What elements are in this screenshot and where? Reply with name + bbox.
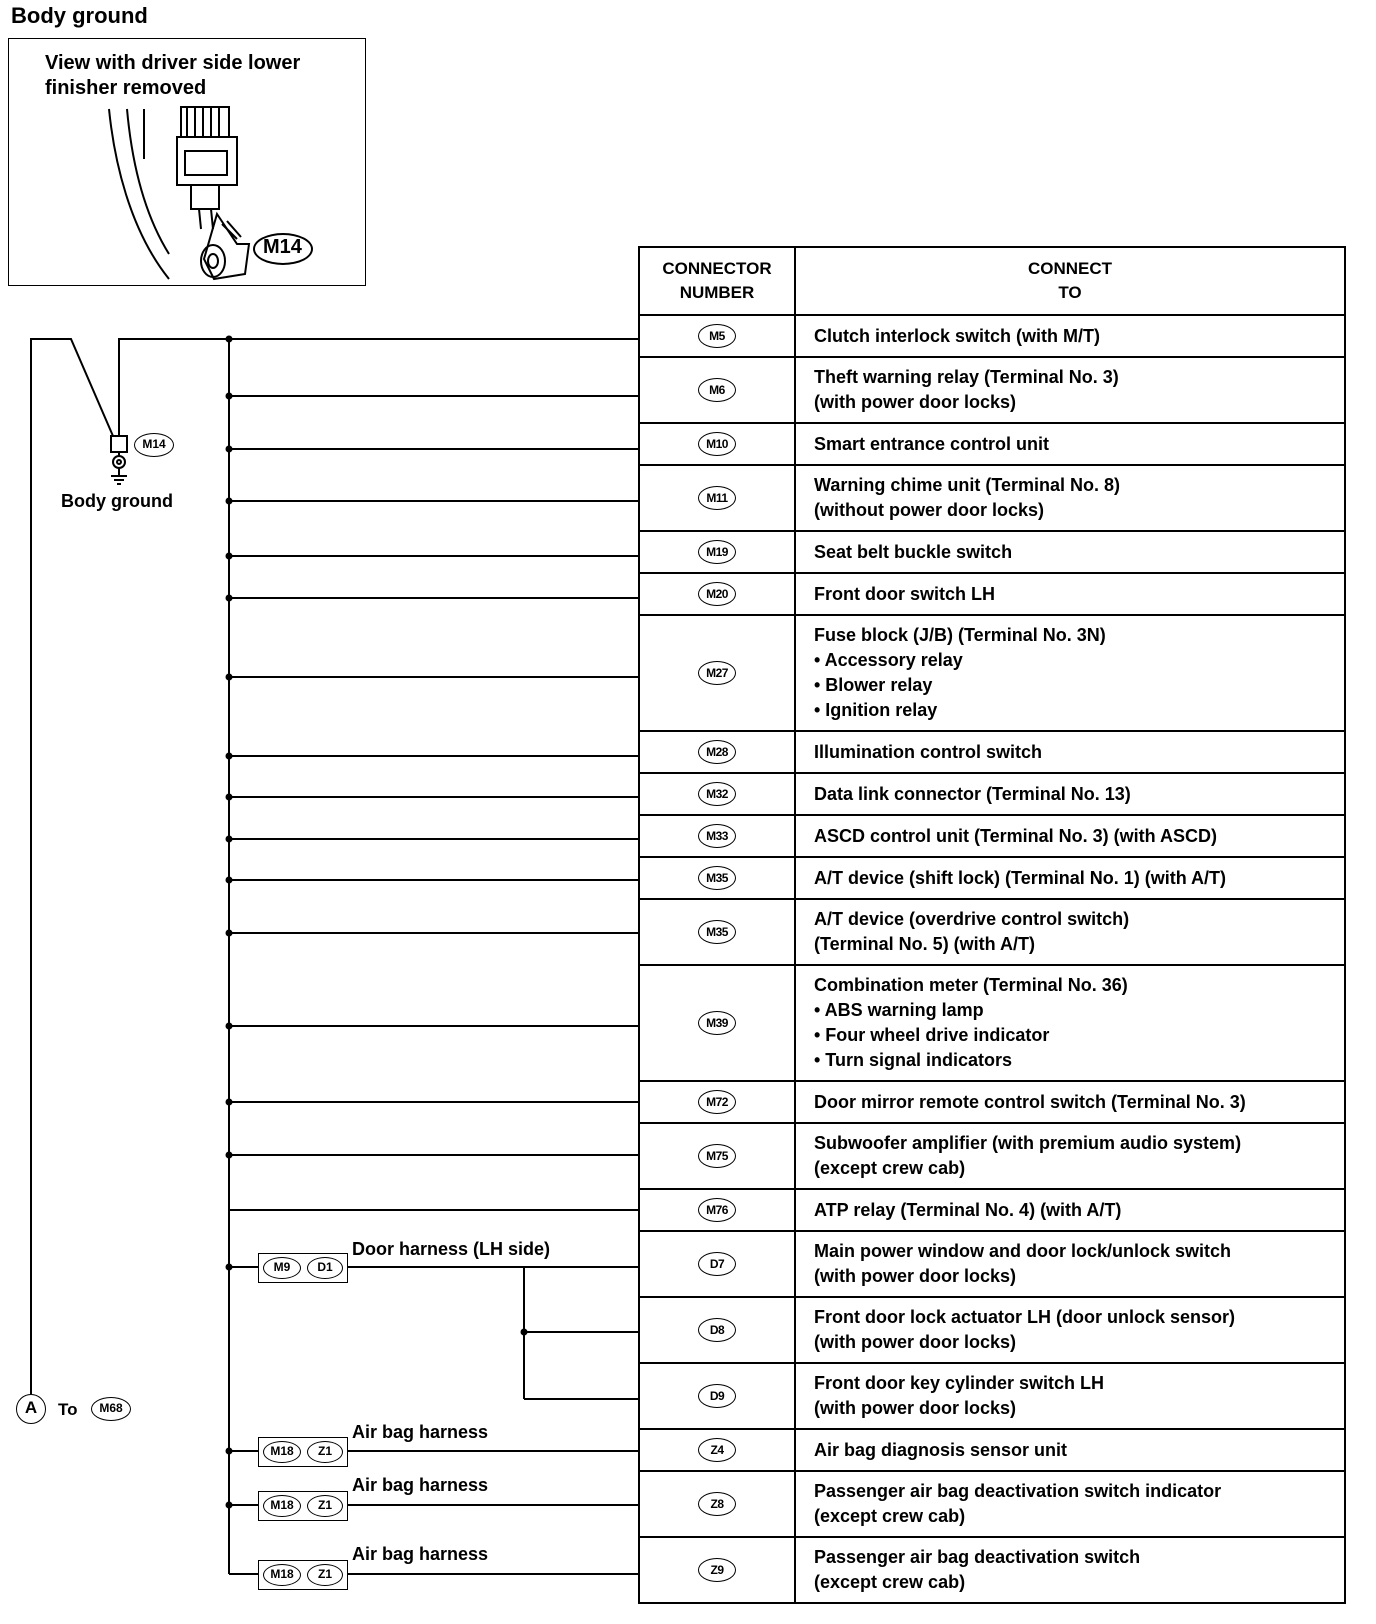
table-row xyxy=(639,1081,1345,1123)
harness-connector-right: Z1 xyxy=(307,1564,343,1586)
connector-number-cell xyxy=(639,1363,795,1429)
header-num-line1: CONNECTOR xyxy=(662,259,772,278)
connect-to-cell xyxy=(795,357,1345,423)
connect-to-line: • Blower relay xyxy=(814,675,933,695)
table-row xyxy=(639,731,1345,773)
header-num-line2: NUMBER xyxy=(679,283,755,302)
reference-connector-badge: M68 xyxy=(91,1397,131,1421)
table-row xyxy=(639,1471,1345,1537)
connect-to-line: (Terminal No. 5) (with A/T) xyxy=(814,934,1035,954)
harness-connector-right: D1 xyxy=(307,1257,343,1279)
connector-number-cell xyxy=(639,1123,795,1189)
inset-caption-line1: View with driver side lower xyxy=(45,52,301,74)
connect-to-cell xyxy=(795,423,1345,465)
table-header-row xyxy=(639,247,1345,315)
connector-badge: M27 xyxy=(698,661,736,685)
harness-label: Door harness (LH side) xyxy=(352,1239,551,1259)
connect-to-line: Fuse block (J/B) (Terminal No. 3N) xyxy=(814,625,1106,645)
connector-badge: M35 xyxy=(698,866,736,890)
table-row xyxy=(639,1537,1345,1603)
harness-connector-left: M18 xyxy=(263,1441,301,1463)
harness-connector-pair xyxy=(258,1560,348,1590)
connector-badge: D8 xyxy=(698,1318,736,1342)
connect-to-line: • ABS warning lamp xyxy=(814,1000,984,1020)
connect-to-line: (except crew cab) xyxy=(814,1158,966,1178)
connect-to-line: (without power door locks) xyxy=(814,500,1044,520)
reference-to-label: To xyxy=(58,1400,78,1419)
table-row xyxy=(639,315,1345,357)
connector-number-cell xyxy=(639,357,795,423)
connector-number-cell xyxy=(639,1231,795,1297)
header-connect-to xyxy=(795,247,1345,315)
table-row xyxy=(639,465,1345,531)
connector-badge: M20 xyxy=(698,582,736,606)
table-row xyxy=(639,1123,1345,1189)
connect-to-line: Front door key cylinder switch LH xyxy=(814,1373,1105,1393)
connect-to-line: Subwoofer amplifier (with premium audio system) xyxy=(814,1133,1242,1153)
connect-to-cell xyxy=(795,773,1345,815)
table-row xyxy=(639,1231,1345,1297)
connect-to-line: • Ignition relay xyxy=(814,700,938,720)
connect-to-cell xyxy=(795,531,1345,573)
connector-number-cell xyxy=(639,573,795,615)
connect-to-cell xyxy=(795,857,1345,899)
connect-to-line: Smart entrance control unit xyxy=(814,433,1050,454)
connector-badge: M75 xyxy=(698,1144,736,1168)
connect-to-cell xyxy=(795,1189,1345,1231)
table-row xyxy=(639,615,1345,731)
connect-to-line: Data link connector (Terminal No. 13) xyxy=(814,783,1131,804)
table-row xyxy=(639,815,1345,857)
connector-badge: M39 xyxy=(698,1011,736,1035)
connect-to-cell xyxy=(795,573,1345,615)
harness-connector-pair xyxy=(258,1491,348,1521)
connector-number-cell xyxy=(639,423,795,465)
connector-badge: M28 xyxy=(698,740,736,764)
body-ground-label: Body ground xyxy=(61,491,173,511)
connect-to-cell xyxy=(795,1081,1345,1123)
connector-badge: D9 xyxy=(698,1384,736,1408)
connector-number-cell xyxy=(639,1081,795,1123)
connect-to-cell xyxy=(795,965,1345,1081)
connect-to-cell xyxy=(795,1537,1345,1603)
connect-to-line: Front door switch LH xyxy=(814,583,995,604)
connector-badge: M33 xyxy=(698,824,736,848)
connect-to-line: (with power door locks) xyxy=(814,1266,1017,1286)
connector-number-cell xyxy=(639,1189,795,1231)
connector-number-cell xyxy=(639,1537,795,1603)
connector-badge: M35 xyxy=(698,920,736,944)
connect-to-line: (with power door locks) xyxy=(814,1398,1017,1418)
connect-to-line: Passenger air bag deactivation switch indicator xyxy=(814,1481,1222,1501)
connector-number-cell xyxy=(639,315,795,357)
harness-connector-left: M18 xyxy=(263,1495,301,1517)
connect-to-cell xyxy=(795,1471,1345,1537)
connector-badge: M32 xyxy=(698,782,736,806)
connector-number-cell xyxy=(639,899,795,965)
connect-to-line: (except crew cab) xyxy=(814,1506,966,1526)
connector-badge: Z8 xyxy=(698,1492,736,1516)
connect-to-line: (except crew cab) xyxy=(814,1572,966,1592)
connector-number-cell xyxy=(639,731,795,773)
harness-label: Air bag harness xyxy=(352,1475,489,1495)
reference-a-circle: A xyxy=(16,1394,46,1424)
connect-to-cell xyxy=(795,1429,1345,1471)
connect-to-cell xyxy=(795,899,1345,965)
connect-to-cell xyxy=(795,315,1345,357)
connector-badge: M10 xyxy=(698,432,736,456)
table-row xyxy=(639,1297,1345,1363)
connect-to-cell xyxy=(795,615,1345,731)
harness-label: Air bag harness xyxy=(352,1544,489,1564)
inset-caption-line2: finisher removed xyxy=(45,77,207,99)
table-row xyxy=(639,1363,1345,1429)
connect-to-line: • Accessory relay xyxy=(814,650,963,670)
connect-to-line: A/T device (shift lock) (Terminal No. 1) (with A/T) xyxy=(814,867,1227,888)
harness-connector-pair xyxy=(258,1253,348,1283)
connect-to-line: Passenger air bag deactivation switch xyxy=(814,1547,1141,1567)
table-row xyxy=(639,1189,1345,1231)
connector-badge: M6 xyxy=(698,378,736,402)
header-connector-number xyxy=(639,247,795,315)
table-row xyxy=(639,857,1345,899)
connector-number-cell xyxy=(639,815,795,857)
harness-connector-right: Z1 xyxy=(307,1441,343,1463)
connector-badge: D7 xyxy=(698,1252,736,1276)
connect-to-line: • Turn signal indicators xyxy=(814,1050,1012,1070)
harness-connector-right: Z1 xyxy=(307,1495,343,1517)
connect-to-cell xyxy=(795,465,1345,531)
connect-to-cell xyxy=(795,1231,1345,1297)
harness-label: Air bag harness xyxy=(352,1422,489,1442)
connect-to-cell xyxy=(795,815,1345,857)
table-row xyxy=(639,899,1345,965)
table-row xyxy=(639,1429,1345,1471)
page-title: Body ground xyxy=(11,3,148,28)
connector-number-cell xyxy=(639,1429,795,1471)
harness-connector-pair xyxy=(258,1437,348,1467)
connector-number-cell xyxy=(639,965,795,1081)
connect-to-line: Seat belt buckle switch xyxy=(814,541,1013,562)
table-row xyxy=(639,965,1345,1081)
connector-badge: M72 xyxy=(698,1090,736,1114)
connector-badge: Z9 xyxy=(698,1558,736,1582)
connect-to-line: Door mirror remote control switch (Terminal No. 3) xyxy=(814,1091,1246,1112)
ground-connector-badge: M14 xyxy=(134,433,174,457)
table-row xyxy=(639,773,1345,815)
connector-badge: M5 xyxy=(698,324,736,348)
connect-to-cell xyxy=(795,1123,1345,1189)
connect-to-line: ASCD control unit (Terminal No. 3) (with ASCD) xyxy=(814,825,1217,846)
header-to-line1: CONNECT xyxy=(1027,259,1113,278)
harness-connector-left: M18 xyxy=(263,1564,301,1586)
table-row xyxy=(639,357,1345,423)
connect-to-line: Front door lock actuator LH (door unlock sensor) xyxy=(814,1307,1236,1327)
connector-number-cell xyxy=(639,773,795,815)
connect-to-line: Theft warning relay (Terminal No. 3) xyxy=(814,367,1119,387)
connector-badge: M76 xyxy=(698,1198,736,1222)
connector-badge: M11 xyxy=(698,486,736,510)
connect-to-line: Combination meter (Terminal No. 36) xyxy=(814,975,1128,995)
connector-number-cell xyxy=(639,531,795,573)
harness-connector-left: M9 xyxy=(263,1257,301,1279)
connect-to-line: Air bag diagnosis sensor unit xyxy=(814,1439,1068,1460)
connector-number-cell xyxy=(639,1471,795,1537)
connector-badge: M19 xyxy=(698,540,736,564)
connect-to-cell xyxy=(795,731,1345,773)
connector-number-cell xyxy=(639,1297,795,1363)
connect-to-line: Main power window and door lock/unlock switch xyxy=(814,1241,1232,1261)
connect-to-line: ATP relay (Terminal No. 4) (with A/T) xyxy=(814,1199,1122,1220)
connect-to-line: (with power door locks) xyxy=(814,1332,1017,1352)
connect-to-line: A/T device (overdrive control switch) xyxy=(814,909,1130,929)
inset-connector-label: M14 xyxy=(263,236,302,258)
connector-badge: Z4 xyxy=(698,1438,736,1462)
connector-number-cell xyxy=(639,615,795,731)
connect-to-line: Clutch interlock switch (with M/T) xyxy=(814,325,1101,346)
connect-to-line: (with power door locks) xyxy=(814,392,1017,412)
table-row xyxy=(639,573,1345,615)
connect-to-line: Illumination control switch xyxy=(814,741,1043,762)
table-row xyxy=(639,423,1345,465)
connector-number-cell xyxy=(639,857,795,899)
connect-to-cell xyxy=(795,1297,1345,1363)
connect-to-line: • Four wheel drive indicator xyxy=(814,1025,1050,1045)
table-row xyxy=(639,531,1345,573)
header-to-line2: TO xyxy=(1058,283,1082,302)
connector-table xyxy=(638,246,1346,1604)
connect-to-cell xyxy=(795,1363,1345,1429)
connector-number-cell xyxy=(639,465,795,531)
connector-table-body xyxy=(639,315,1345,1603)
connect-to-line: Warning chime unit (Terminal No. 8) xyxy=(814,475,1121,495)
